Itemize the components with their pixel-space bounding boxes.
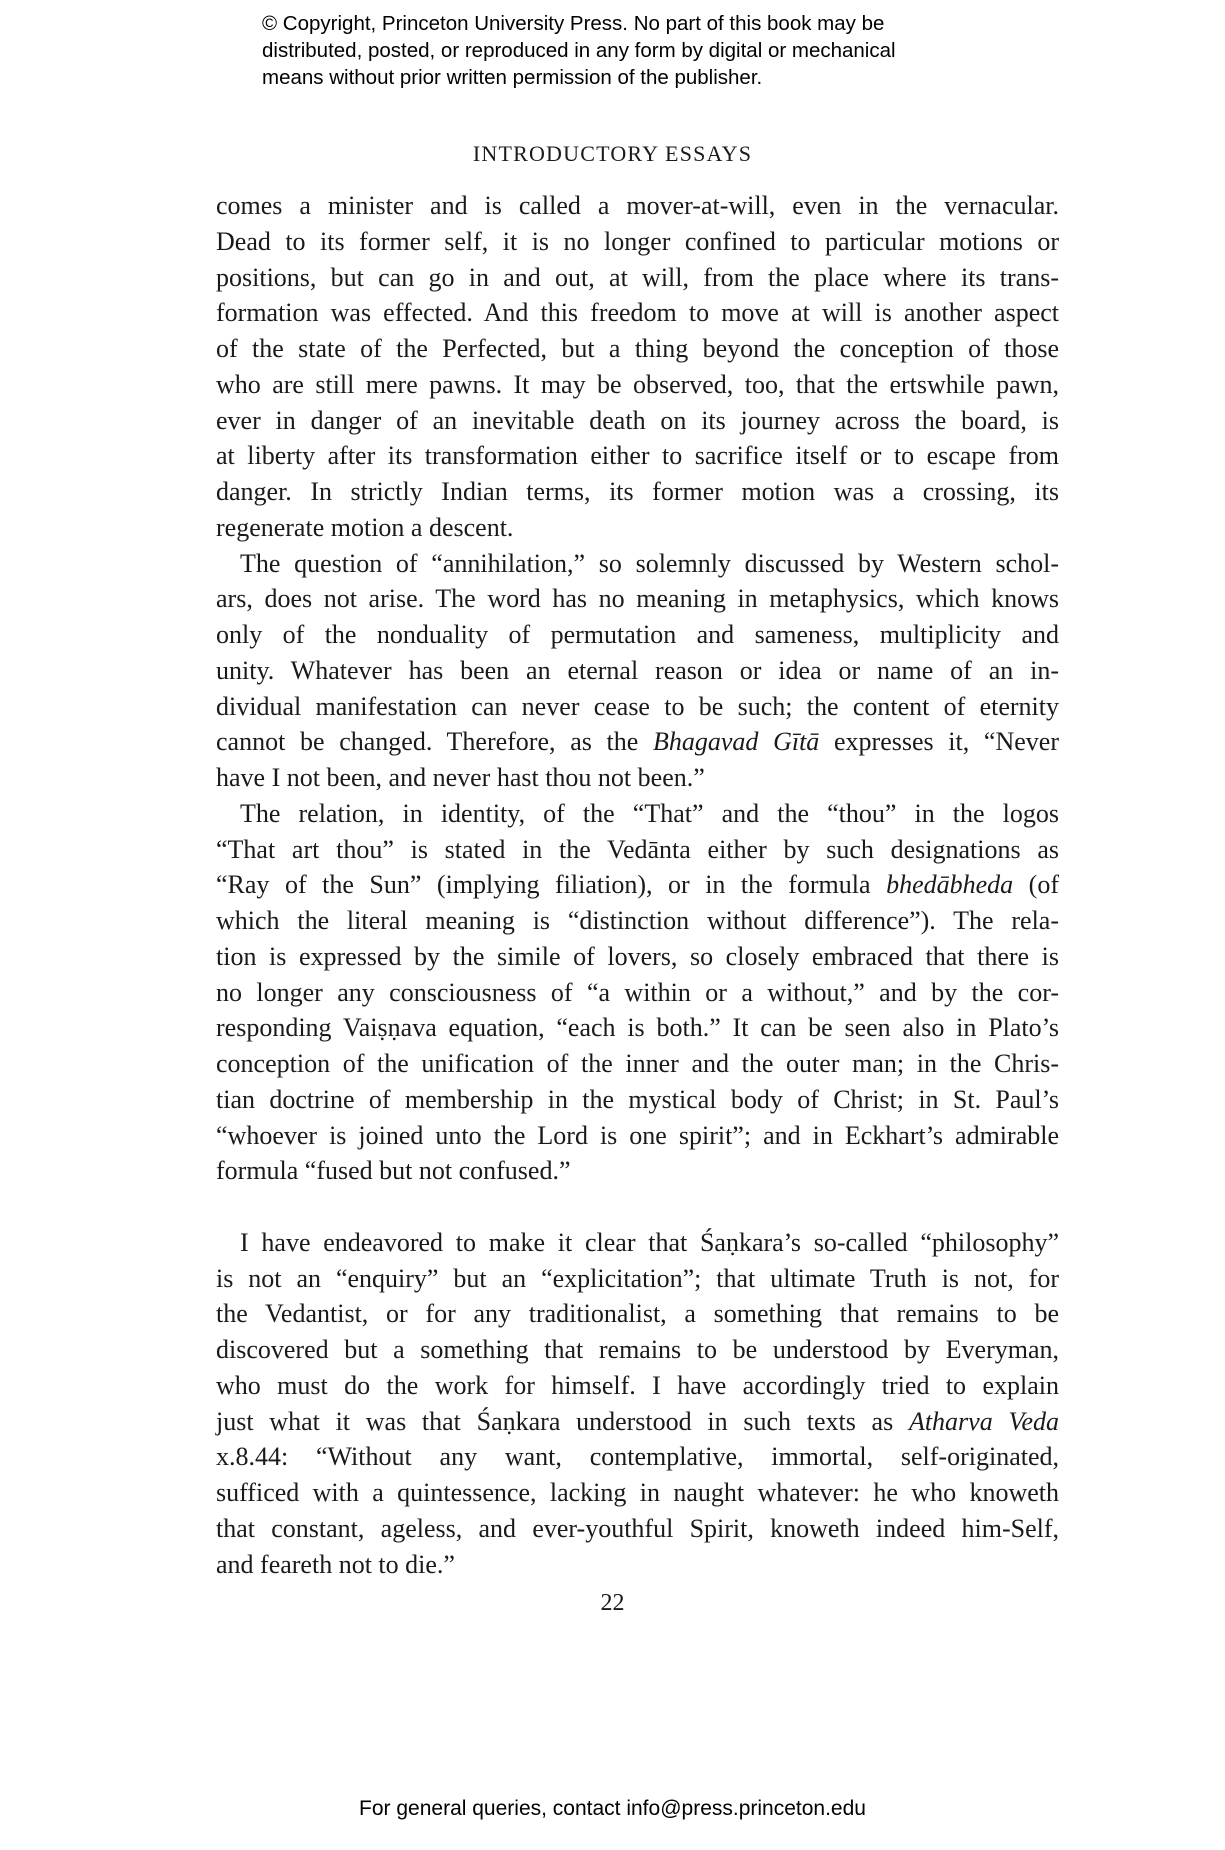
text-line: “whoever is joined unto the Lord is one spirit”; and in Eckhart’s admirable [216, 1120, 1059, 1150]
text-line: regenerate motion a descent. [216, 512, 514, 542]
text-run: just what it was that Śaṇkara understood in such texts as [216, 1406, 909, 1436]
copyright-notice [262, 10, 1022, 91]
text-line: have I not been, and never hast thou not been.” [216, 763, 705, 792]
running-head: INTRODUCTORY ESSAYS [472, 141, 753, 166]
text-line: and feareth not to die.” [216, 1549, 455, 1579]
text-line: tian doctrine of membership in the mystical body of Christ; in St. Paul’s [216, 1084, 1059, 1114]
text-line: positions, but can go in and out, at will, from the place where its trans- [216, 262, 1059, 292]
text-run: (of [1013, 870, 1059, 900]
paragraph [216, 796, 1059, 1189]
text-line: danger. In strictly Indian terms, its former motion was a crossing, its [216, 477, 1059, 506]
book-title-italic: Bhagavad Gītā [652, 727, 820, 757]
contact-footer: For general queries, contact info@press.princeton.edu [359, 1797, 866, 1820]
paragraph [216, 1225, 1059, 1583]
text-line: ars, does not arise. The word has no meaning in metaphysics, which knows [216, 584, 1059, 614]
text-line: The relation, in identity, of the “That” and the “thou” in the logos [240, 798, 1059, 828]
text-line: ever in danger of an inevitable death on its journey across the board, is [216, 405, 1059, 435]
text-line: Dead to its former self, it is no longer confined to particular motions or [216, 226, 1059, 256]
copyright-line: © Copyright, Princeton University Press. No part of this book may be [262, 12, 885, 35]
text-run: “Ray of the Sun” (implying filiation), or in the formula [216, 870, 887, 900]
text-line: responding Vaiṣṇava equation, “each is both.” It can be seen also in Plato’s [216, 1013, 1059, 1043]
text-line: is not an “enquiry” but an “explicitation”; that ultimate Truth is not, for [216, 1263, 1059, 1293]
text-line: tion is expressed by the simile of lovers, so closely embraced that there is [216, 941, 1059, 971]
text-line: I have endeavored to make it clear that Śaṇkara’s so-called “philosophy” [240, 1227, 1059, 1257]
text-line: the Vedantist, or for any traditionalist, a something that remains to be [216, 1299, 1059, 1329]
text-line: x.8.44: “Without any want, contemplative, immortal, self-originated, [216, 1442, 1059, 1472]
text-line: who are still mere pawns. It may be observed, too, that the ertswhile pawn, [216, 369, 1059, 399]
page-number: 22 [600, 1590, 625, 1616]
text-line: conception of the unification of the inner and the outer man; in the Chris- [216, 1049, 1059, 1078]
text-line: of the state of the Perfected, but a thing beyond the conception of those [216, 334, 1059, 363]
body-text [216, 188, 1059, 1582]
term-italic: bhedābheda [886, 870, 1014, 900]
text-line: “That art thou” is stated in the Vedānta either by such designations as [216, 834, 1059, 864]
copyright-line: means without prior written permission of the publisher. [262, 66, 763, 89]
text-line: no longer any consciousness of “a within or a without,” and by the cor- [216, 977, 1059, 1007]
text-line: comes a minister and is called a mover-at-will, even in the vernacular. [216, 191, 1059, 220]
paragraph [216, 188, 1059, 546]
text-line: The question of “annihilation,” so solemnly discussed by Western schol- [240, 548, 1059, 578]
text-line: who must do the work for himself. I have accordingly tried to explain [216, 1370, 1059, 1400]
text-line: dividual manifestation can never cease to be such; the content of eternity [216, 691, 1059, 721]
text-line: at liberty after its transformation either to sacrifice itself or to escape from [216, 441, 1059, 471]
text-line: unity. Whatever has been an eternal reason or idea or name of an in- [216, 655, 1059, 685]
text-line: which the literal meaning is “distinction without difference”). The rela- [216, 906, 1059, 935]
text-run: cannot be changed. Therefore, as the [216, 727, 653, 757]
text-line: discovered but a something that remains to be understood by Everyman, [216, 1335, 1059, 1364]
text-line [216, 1404, 1059, 1440]
text-line: formula “fused but not confused.” [216, 1156, 571, 1186]
section-break [216, 1189, 1059, 1225]
text-line: only of the nonduality of permutation and sameness, multiplicity and [216, 620, 1059, 649]
text-run: expresses it, “Never [819, 727, 1059, 757]
text-line: sufficed with a quintessence, lacking in naught whatever: he who knoweth [216, 1478, 1059, 1507]
text-line [216, 867, 1059, 903]
book-title-italic: Atharva Veda [908, 1406, 1059, 1436]
text-line: that constant, ageless, and ever-youthful Spirit, knoweth indeed him-Self, [216, 1513, 1059, 1543]
copyright-line: distributed, posted, or reproduced in any form by digital or mechanical [262, 39, 896, 62]
paragraph [216, 546, 1059, 796]
text-line: formation was effected. And this freedom to move at will is another aspect [216, 298, 1059, 328]
text-line [216, 724, 1059, 760]
